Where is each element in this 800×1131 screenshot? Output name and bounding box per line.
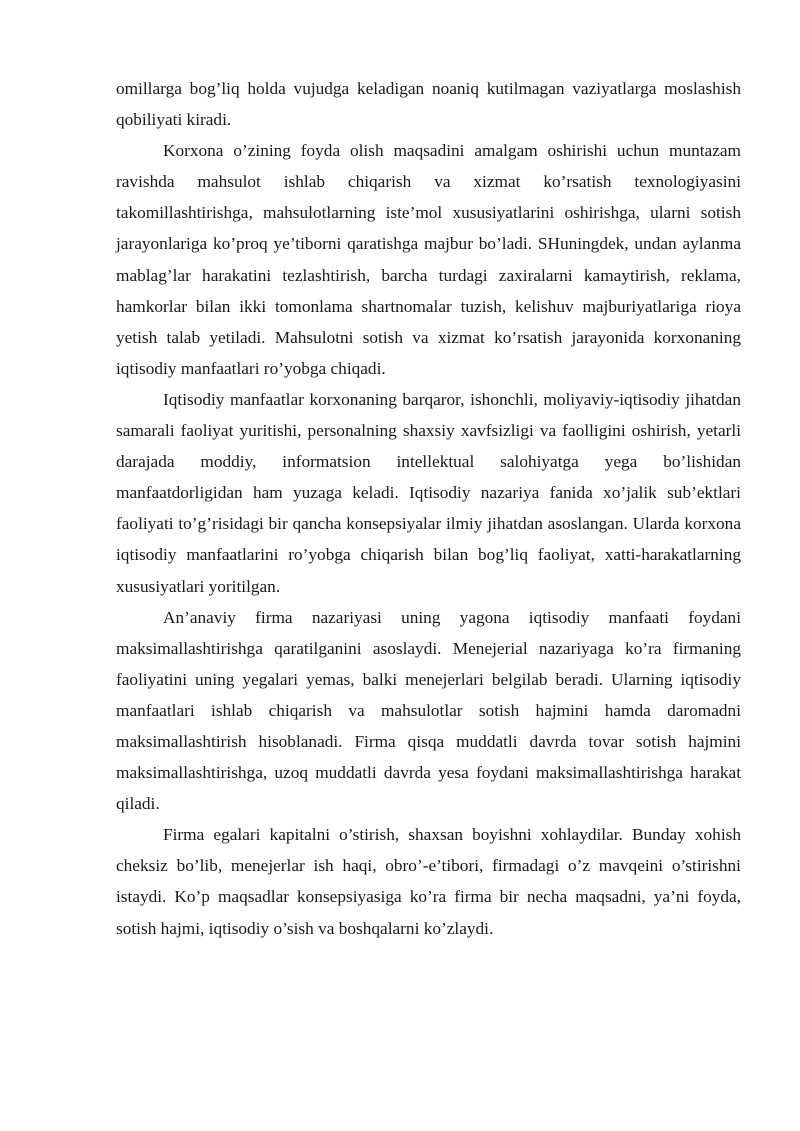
paragraph-5: Firma egalari kapitalni o’stirish, shaxsan boyishni xohlaydilar. Bunday xohish cheksiz bo’lib, menejerlar ish haqi, obro’-e’tibori, firmadagi o’z mavqeini o’stirishni istaydi. Ko’p maqsadlar konsepsiyasiga ko’ra firma bir necha maqsadni, ya’ni foyda, sotish hajmi, iqtisodiy o’sish va boshqalarni ko’zlaydi. [116,825,741,938]
paragraph-1: omillarga bog’liq holda vujudga keladigan noaniq kutilmagan vaziyatlarga moslashish qobiliyati kiradi. [116,79,741,130]
paragraph-3: Iqtisodiy manfaatlar korxonaning barqaror, ishonchli, moliyaviy-iqtisodiy jihatdan samarali faoliyat yuritishi, personalning shaxsiy xavfsizligi va faolligini oshirish, yetarli darajada moddiy, informatsion intellektual salohiyatga yega bo’lishidan manfaatdorligidan ham yuzaga keladi. Iqtisodiy nazariya fanida xo’jalik sub’ektlari faoliyati to’g’risidagi bir qancha konsepsiyalar ilmiy jihatdan asoslangan. Ularda korxona iqtisodiy manfaatlarini ro’yobga chiqarish bilan bog’liq faoliyat, xatti-harakatlarning xususiyatlari yoritilgan. [116,389,741,596]
document-body [116,73,741,944]
paragraph-2: Korxona o’zining foyda olish maqsadini amalgam oshirishi uchun muntazam ravishda mahsulot ishlab chiqarish va xizmat ko’rsatish texnologiyasini takomillashtirishga, mahsulotlarning iste’mol xususiyatlarini oshirishga, ularni sotish jarayonlariga ko’proq ye’tiborni qaratishga majbur bo’ladi. SHuningdek, undan aylanma mablag’lar harakatini tezlashtirish, barcha turdagi zaxiralarni kamaytirish, reklama, hamkorlar bilan ikki tomonlama shartnomalar tuzish, kelishuv majburiyatlariga rioya yetish talab yetiladi. Mahsulotni sotish va xizmat ko’rsatish jarayonida korxonaning iqtisodiy manfaatlari ro’yobga chiqadi. [116,141,741,378]
paragraph-4: An’anaviy firma nazariyasi uning yagona iqtisodiy manfaati foydani maksimallashtirishga qaratilganini asoslaydi. Menejerial nazariyaga ko’ra firmaning faoliyatini uning yegalari yemas, balki menejerlari belgilab beradi. Ularning iqtisodiy manfaatlari ishlab chiqarish va mahsulotlar sotish hajmini hamda daromadni maksimallashtirish hisoblanadi. Firma qisqa muddatli davrda tovar sotish hajmini maksimallashtirishga, uzoq muddatli davrda yesa foydani maksimallashtirishga harakat qiladi. [116,607,741,814]
